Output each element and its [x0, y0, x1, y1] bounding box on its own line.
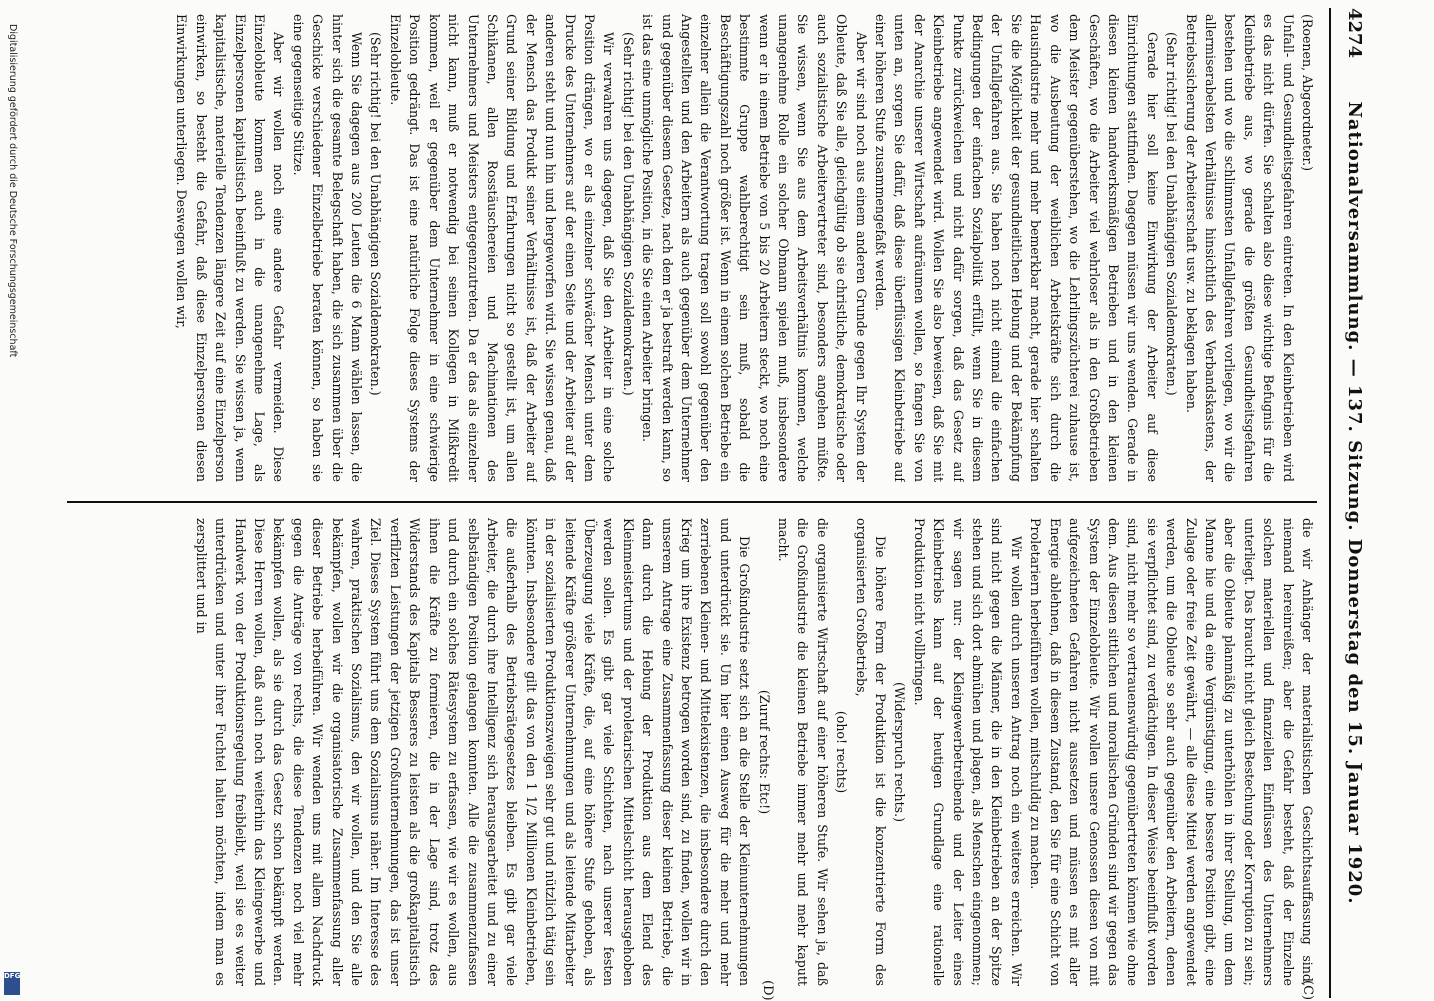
right-column	[62, 518, 1317, 986]
credit-text: Digitalisierung gefördert durch die Deutsche Forschungsgemeinschaft	[7, 24, 18, 358]
rotated-newspaper-page	[55, 8, 1375, 1001]
paragraph: (Sehr richtig! bei den Unabhängigen Sozialdemokraten.)	[1164, 32, 1180, 396]
paragraph: Wir wollen durch unseren Antrag noch ein weiteres erreichen. Wir sind nicht gegen die Männer, die in den Kleinbetrieben an der Spitze stehen und sich dort abmühen und plagen, als Menschen eingenommen; wir sagen nur: der Kleingewerbetreibende und der Leiter eines Kleinbetriebs kann auf der heutigen Grundlage eine rationelle Produktion nicht vollbringen.	[911, 518, 1024, 986]
paragraph: die wir Anhänger der materialistischen Geschichtsauffassung sind, niemand hereinreißen; aber die Gefahr besteht, daß der Einzelne solchen materiellen und finanziellen Einflüssen des Unternehmers unterliegt. Das braucht nicht gleich Bestechung oder Korruption zu sein; aber die Obleute planmäßig zu unterhöhlen in ihrer Stellung, um dem Manne hie und da eine Vergünstigung, eine bessere Position gibt, eine Zulage oder freie Zeit gewährt, — alle diese Mittel werden angewendet werden, um die Obleute so sehr auch gegenüber den Arbeitern, denen sie verpflichtet sind, zu verdächtigen. In dieser Weise beeinflußt worden sind, nicht mehr so vertrauenswürdig gegenübertreten können wie ohne dem. Aus diesen sittlichen und moralischen Gründen sind wir gegen das System der Einzelobleute. Wir wollen unsere Genossen diesen von mit aufgezeichneten Gefahren nicht aussetzen und müssen es mit aller Energie ablehnen, daß in diesem Zustand, den Sie für eine Schicht von Proletariern herbeiführen wollen, mitschuldig zu machen.	[1028, 518, 1315, 986]
margin-mark-c: (C)	[1300, 980, 1315, 1001]
dfg-logo: DFG	[4, 972, 20, 995]
left-column	[62, 14, 1317, 482]
paragraph: Wir verwahren uns dagegen, daß Sie den Arbeiter in eine solche Position drängen, wo er als einzelner schwächer Mensch unter dem Drucke des Unternehmers auf der einen Seite und der Arbeiter auf der anderen steht und nun hin und hergeworfen wird. Sie wissen genau, daß der Mensch das Produkt seiner Verhältnisse ist, daß der Arbeiter auf Grund seiner Bildung und Erfahrungen nicht so gestellt ist, um allen Schikanen, allen Rosstäuschereien und Machinationen des Unternehmers und Meisters entgegenzutreten. Da er das als einzelner nicht kann, muß er notwendig bei seinen Kollegen in Mißkredit kommen, weil er gegenüber dem Unternehmer in eine schwierige Position gedrängt. Das ist eine natürliche Folge dieses Systems der Einzelobleute.	[387, 14, 617, 482]
digitization-credit	[0, 24, 24, 994]
paragraph: (Sehr richtig! bei den Unabhängigen Sozialdemokraten.)	[368, 32, 384, 396]
page-number: 4274	[1344, 8, 1365, 59]
paragraph: (Zuruf rechts: Etc!)	[756, 689, 772, 815]
paragraph: Die höhere Form der Produktion ist die konzentrierte Form des organisierten Großbetriebs,	[853, 518, 889, 986]
paragraph: (oho! rechts)	[834, 710, 850, 794]
paragraph: (Widerspruch rechts.)	[892, 681, 908, 823]
page-title: Nationalversammlung. — 137. Sitzung. Donnerstag den 15. Januar 1920.	[1344, 101, 1365, 905]
page-header	[1329, 8, 1375, 998]
paragraph: (Roenen, Abgeordneter.)	[1300, 14, 1315, 172]
paragraph: Aber wir wollen noch eine andere Gefahr vermeiden. Diese Einzelobleute kommen auch in die unangenehme Lage, als Einzelpersonen kapitalistisch beeinflußt zu werden. Sie wissen ja, wenn kapitalistische, materielle Tendenzen längere Zeit auf eine Einzelperson einwirken, so besteht die Gefahr, daß diese Einzelpersonen diesen Einwirkungen unterliegen. Deswegen wollen wir,	[174, 14, 287, 482]
paragraph: Wenn Sie dagegen aus 200 Leuten die 6 Mann wählen lassen, die hinter sich die gesamte Belegschaft haben, die sich zusammen über die Geschicke verschiedener Einzelbetriebe beraten können, so haben sie eine gegenseitige Stütze.	[290, 14, 365, 482]
paragraph: Aber wir sind noch aus einem anderen Grunde gegen Ihr System der Obleute, daß Sie alle, gleichgültig ob sie christliche, demokratische oder auch sozialistische Arbeitervertreter sind, besonders angehen müßte. Sie wissen, wenn Sie aus dem Arbeitsverhältnis kommen, welche unangenehme Rolle ein solcher Obmann spielen muß, insbesondere wenn er in einem Betriebe von 5 bis 20 Arbeitern steckt, wo noch eine bestimmte Gruppe wahlberechtigt sein muß, sobald die Beschäftigungszahl noch größer ist. Wenn in einem solchen Betriebe ein einzelner allein die Verantwortung tragen soll sowohl gegenüber den Angestellten und den Arbeitern als auch gegenüber dem Unternehmer und gegenüber diesem Gesetze, nach dem er ja bestraft werden kann, so ist das eine unmögliche Position, in die Sie einen Arbeiter bringen.	[640, 14, 869, 482]
paragraph: Die Großindustrie setzt sich an die Stelle der Kleinunternehmungen und unterdrückt sie. Um hier einen Ausweg für die mehr und mehr zerriebenen Kleinen- und Mittelexistenzen, die insbesondere durch den Krieg um ihre Existenz betrogen worden sind, zu finden, wollen wir in unserem Antrage eine Zusammenfassung dieser kleinen Betriebe, die dann durch die Hebung der Produktion aus dem Elend des Kleinmeistertums und der proletarischen Mittelschicht herausgehoben werden sollen. Es gibt gar viele Schichten, nach unserer festen Überzeugung viele Kräfte, die, auf eine höhere Stufe gehoben, als leitende Kräfte größerer Unternehmungen und als leitende Mitarbeiter in der sozialisierten Produktionszweigen sehr gut und nützlich tätig sein könnten. Insbesondere gilt das von den 1 1/2 Millionen Kleinbetrieben, die außerhalb des Betriebsrätegesetzes bleiben. Es gibt gar viele Arbeiter, die durch ihre Intelligenz sich herausgearbeitet und zu einer selbständigen Position gelangen konnten. Alle die zusammenzufassen und durch ein solches Rätesystem zu erfassen, wie wir es wollen, aus ihnen die Kräfte zu formieren, die in der Lage sind, trotz des Widerstands des Kapitals Besseres zu leisten als die großkapitalistisch verfilzten Leistungen der jetzigen Großunternehmungen, das ist unser Ziel. Dieses System führt uns dem Sozialismus näher. Im Interesse des wahren, praktischen Sozialismus, den wir wollen, und den Sie alle bekämpfen, wollen wir die organisatorische Zusammenfassung aller dieser Betriebe herbeiführen. Wir wenden uns mit allem Nachdruck gegen die Anträge von rechts, die diese Tendenzen noch viel mehr bekämpfen wollen, als sie durch das Gesetz schon bekämpft werden. Diese Herren wollen, daß auch noch weiterhin das Kleingewerbe und Handwerk von der Produktionsregelung freibleibt, weil sie es weiter unterdrücken und unter ihrer Fuchtel halten möchten, indem man es zersplittert und in	[193, 518, 753, 986]
paragraph: (Sehr richtig! bei den Unabhängigen Sozialdemokraten.)	[620, 32, 636, 396]
paragraph: Gerade hier soll keine Einwirkung der Arbeiter auf diese Einrichtungen stattfinden. Dagegen müssen wir uns wenden. Gerade in diesen kleinen handwerksmäßigen Betrieben und in den kleinen Geschäften, wo die Arbeiter viel wehrloser als in den Großbetrieben dem Meister gegenüberstehen, wo die Lehrlingszüchterei zuhause ist, wo die Ausbeutung der weiblichen Arbeitskräfte sich durch die Hausindustrie mehr und mehr bemerkbar macht, gerade hier schalten Sie die Möglichkeit der gesundheitlichen Hebung und der Bekämpfung der Unfallgefahren aus. Sie haben noch nicht einmal die einfachen Bedingungen der einfachen Sozialpolitik erfüllt, wenn Sie in diesem Punkte zurückweichen und nicht dafür sorgen, daß das Gesetz auf Kleinbetriebe angewendet wird. Wollen Sie also beweisen, daß Sie mit der Anarchie unserer Wirtschaft aufräumen wollen, so fangen Sie von unten an, sorgen Sie dafür, daß diese überflüssigen Kleinbetriebe auf einer höheren Stufe zusammengefaßt werden.	[873, 14, 1160, 482]
margin-mark-d: (D)	[760, 980, 775, 1001]
column-divider	[67, 501, 1317, 503]
paragraph: Unfall- und Gesundheitsgefahren eintreten. In den Kleinbetrieben wird es das nicht dürfen. Sie schalten also diese wichtige Befugnis für die Kleinbetriebe aus, wo gerade die größten Gesundheitsgefahren bestehen und wo die schlimmsten Unfallgefahren vorliegen, wo wir die allermiserabelsten Verhältnisse hinsichtlich des Verbandskastens, der Betriebssicherung der Arbeiterschaft usw. zu beklagen haben.	[1183, 14, 1296, 482]
paragraph: die organisierte Wirtschaft auf einer höheren Stufe. Wir sehen ja, daß die Großindustrie die kleinen Betriebe immer mehr und mehr kaputt macht.	[776, 518, 830, 986]
